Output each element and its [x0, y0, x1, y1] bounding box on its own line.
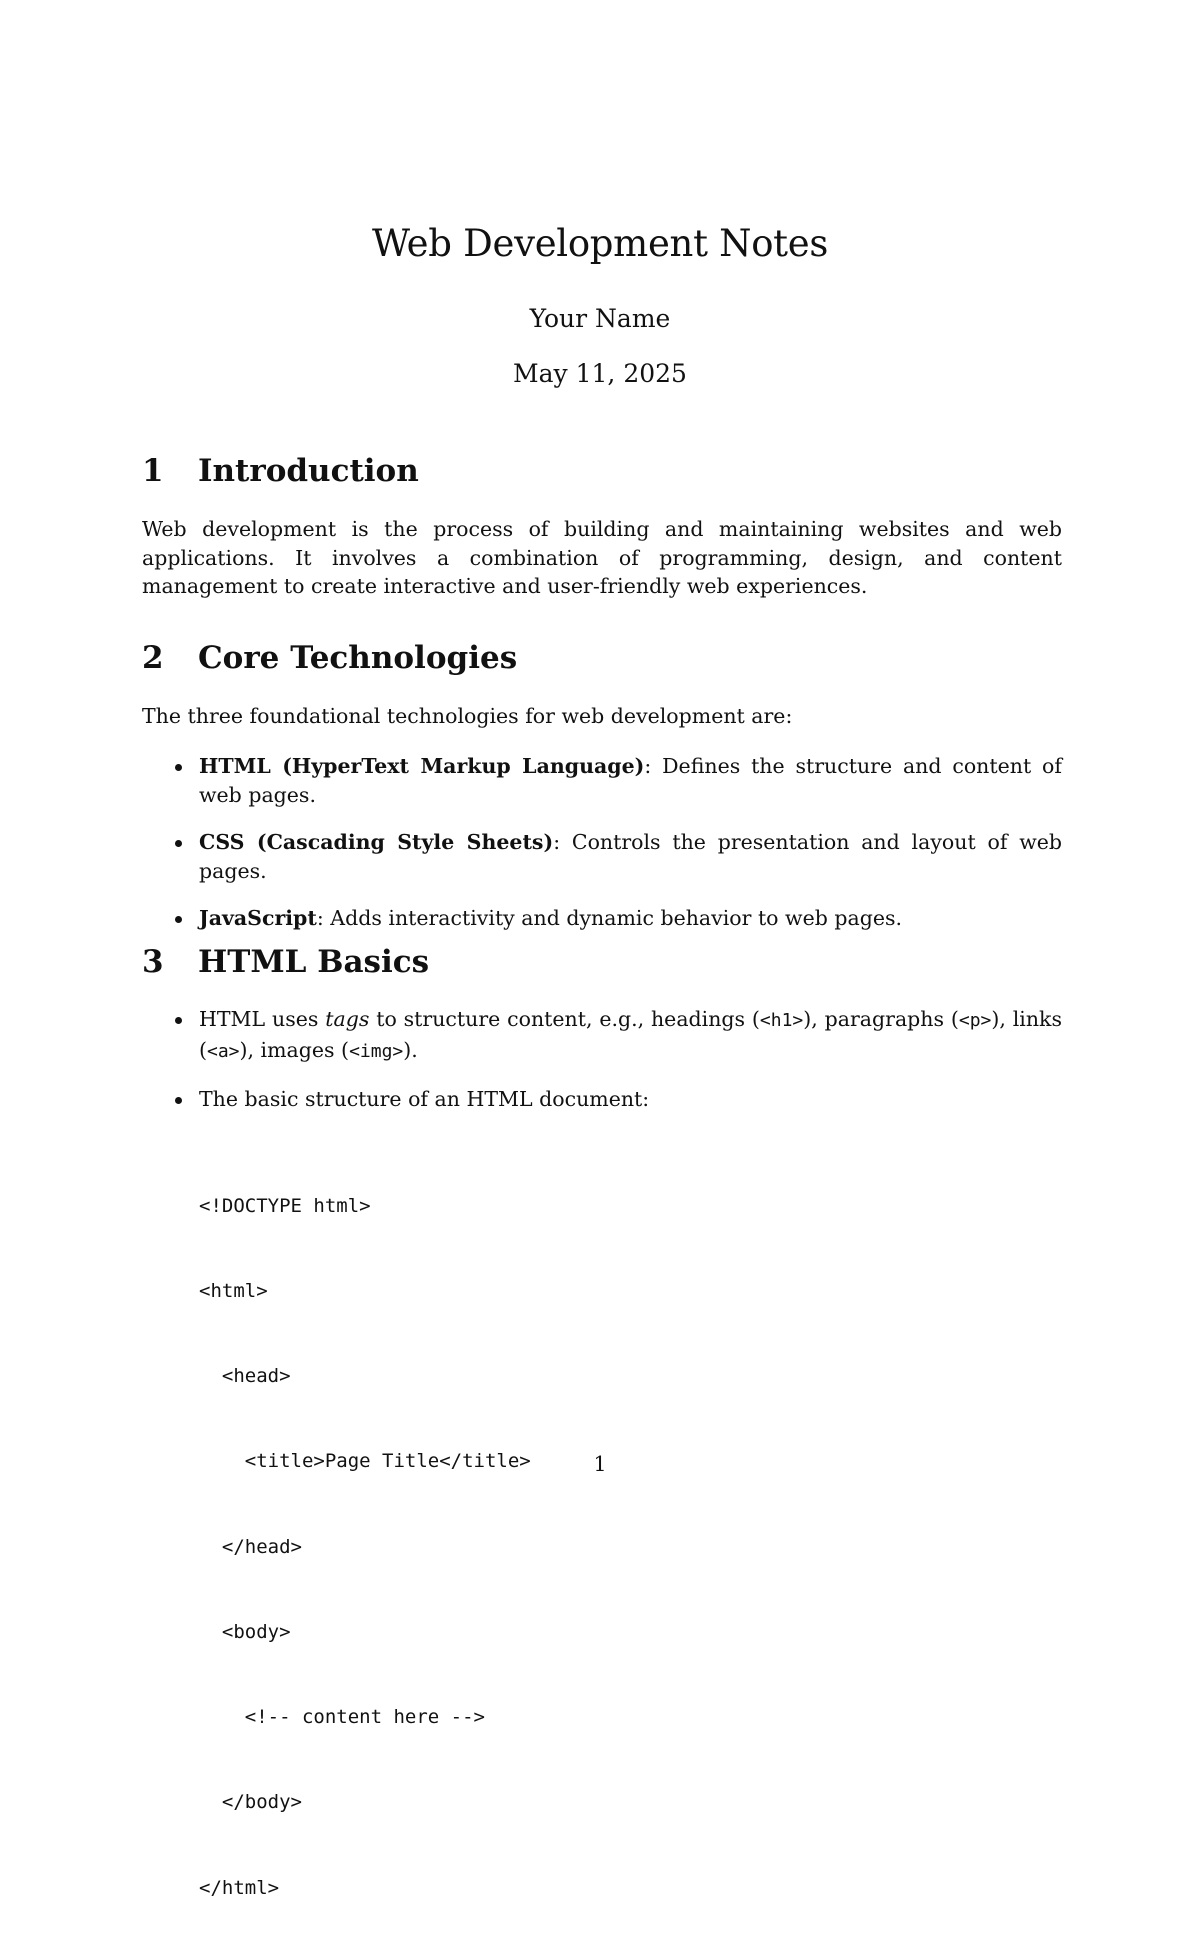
item-text: to structure content, e.g., headings (	[369, 1007, 760, 1031]
section-title: Introduction	[198, 453, 419, 489]
inline-code: <h1>	[759, 1010, 804, 1031]
section-title: HTML Basics	[198, 944, 430, 980]
bullet-icon	[175, 1017, 182, 1024]
document-date: May 11, 2025	[513, 359, 687, 388]
code-line: </head>	[199, 1535, 302, 1558]
section-number: 3	[142, 944, 164, 980]
inline-code: <img>	[349, 1040, 404, 1062]
code-block	[199, 1135, 531, 1959]
code-line: <!-- content here -->	[199, 1706, 485, 1729]
section-number: 1	[142, 453, 164, 489]
item-term: JavaScript	[199, 906, 317, 930]
list-item	[142, 904, 1062, 933]
item-separator: :	[644, 754, 663, 778]
html-basics-list	[142, 1005, 1062, 1114]
list-item	[142, 1005, 1062, 1066]
code-line: <html>	[199, 1280, 268, 1303]
code-line: </html>	[199, 1876, 280, 1899]
page-number: 1	[593, 1452, 607, 1476]
section-heading-introduction	[142, 453, 419, 489]
item-term: CSS (Cascading Style Sheets)	[199, 830, 554, 854]
item-term: HTML (HyperText Markup Language)	[199, 754, 645, 778]
bullet-icon	[175, 764, 182, 771]
core-technologies-intro: The three foundational technologies for web development are:	[142, 704, 793, 728]
section-heading-core-technologies	[142, 640, 517, 676]
section-number: 2	[142, 640, 164, 676]
item-text: The basic structure of an HTML document:	[199, 1087, 650, 1111]
inline-code: <p>	[958, 1010, 992, 1031]
item-text: ).	[403, 1037, 418, 1062]
list-item	[142, 752, 1062, 809]
bullet-icon	[175, 840, 182, 847]
item-text: Controls the presentation and layout of web pages.	[199, 830, 1062, 883]
inline-code: <a>	[207, 1040, 240, 1062]
document-author: Your Name	[529, 304, 671, 333]
list-item	[142, 1085, 1062, 1114]
code-line: <body>	[199, 1620, 291, 1643]
item-text: ), images (	[239, 1037, 350, 1062]
item-separator: :	[316, 906, 331, 930]
item-text: ), links (	[199, 1007, 1063, 1062]
code-line: </body>	[199, 1791, 302, 1814]
document-title: Web Development Notes	[371, 222, 829, 265]
item-text: Adds interactivity and dynamic behavior to web pages.	[330, 906, 902, 930]
introduction-paragraph: Web development is the process of building and maintaining websites and web applications. It involves a combination of programming, design, and content management to create interactive and user-friendly web experiences.	[142, 517, 1062, 598]
code-line: <!DOCTYPE html>	[199, 1194, 371, 1217]
section-title: Core Technologies	[198, 640, 518, 676]
core-technologies-list	[142, 752, 1062, 933]
item-text: ), paragraphs (	[803, 1007, 959, 1031]
item-text: Defines the structure and content of web pages.	[199, 754, 1062, 807]
bullet-icon	[175, 916, 182, 923]
code-line: <title>Page Title</title>	[199, 1450, 531, 1473]
item-text: HTML uses	[199, 1007, 326, 1031]
list-item	[142, 828, 1062, 885]
code-line: <head>	[199, 1365, 291, 1388]
item-emphasis: tags	[325, 1007, 370, 1031]
bullet-icon	[175, 1097, 182, 1104]
section-heading-html-basics	[142, 944, 429, 980]
item-separator: :	[553, 830, 572, 854]
